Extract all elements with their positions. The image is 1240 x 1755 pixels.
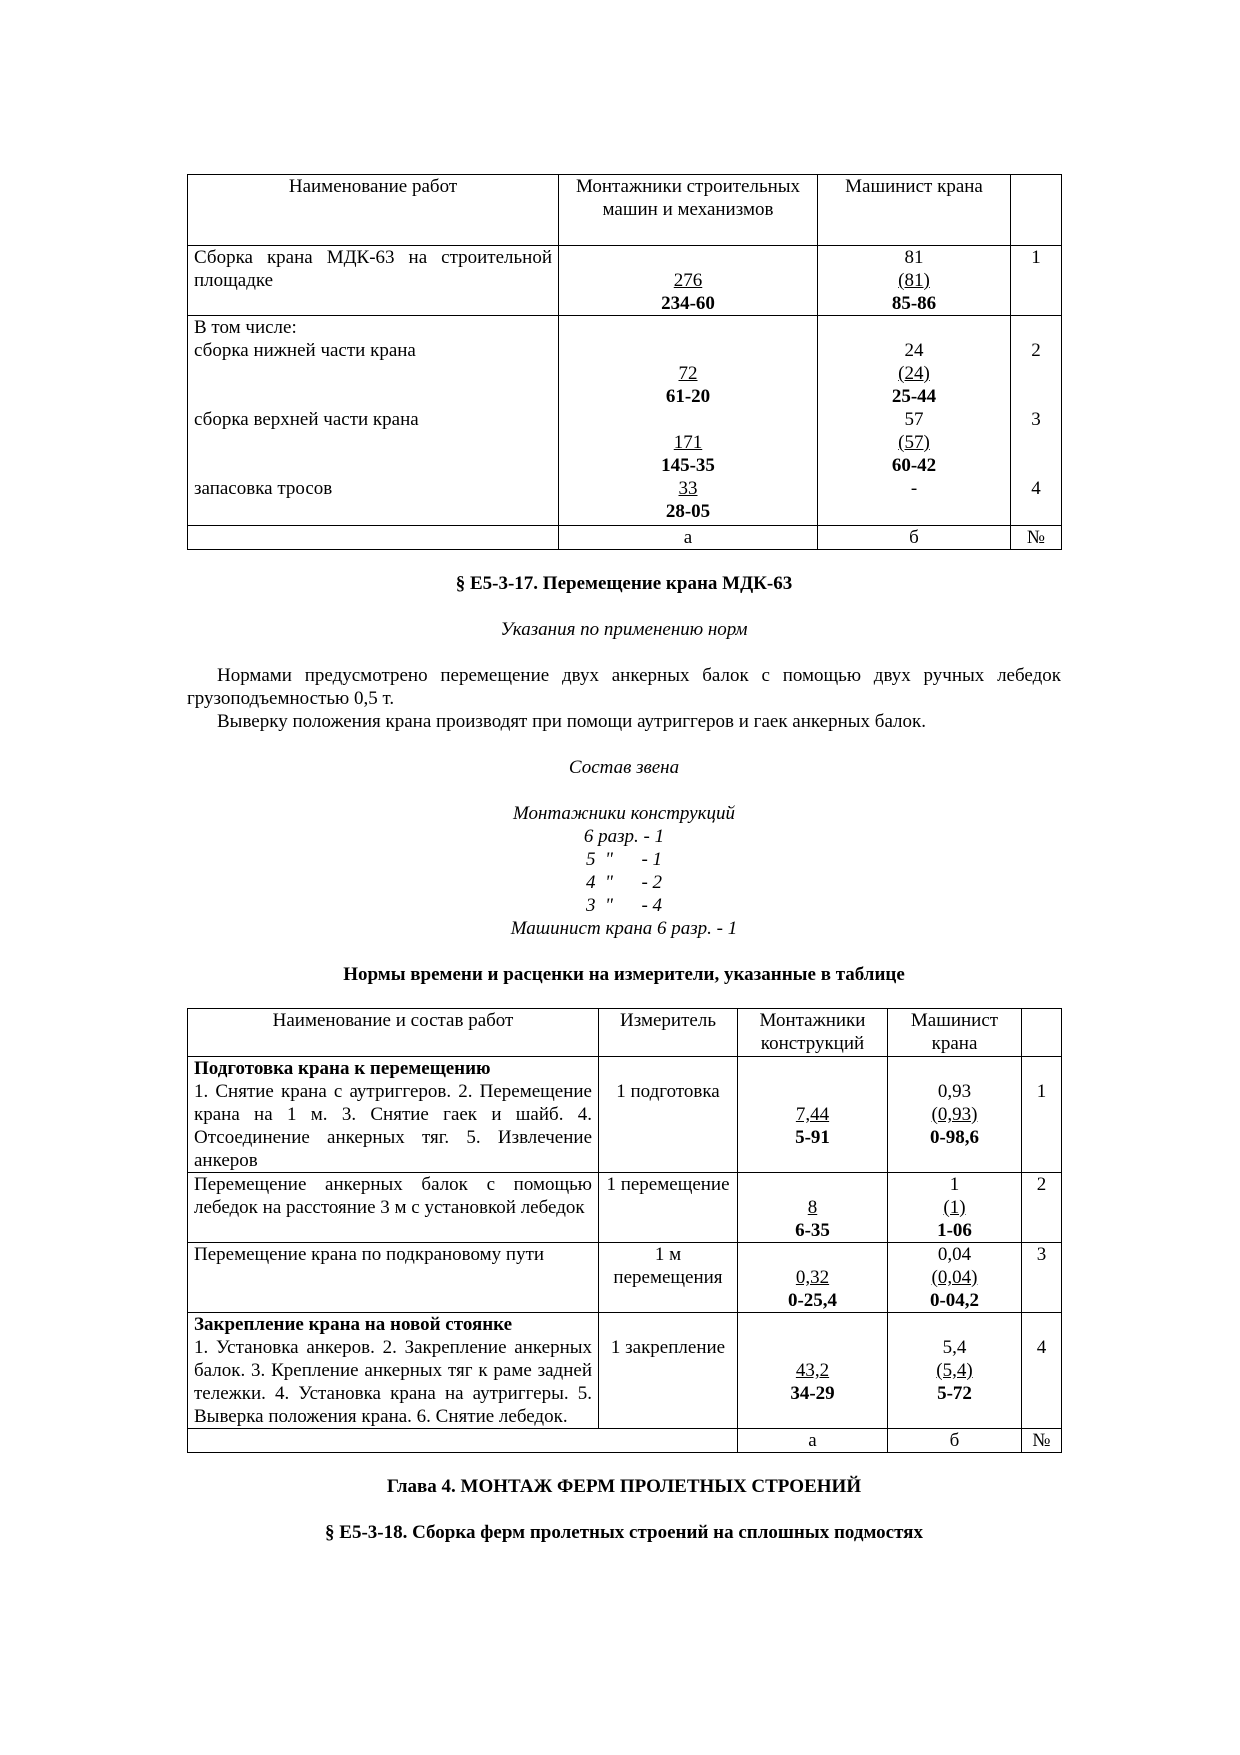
operator-hours: 81 xyxy=(904,247,924,268)
work-title: Подготовка крана к перемещению xyxy=(194,1058,491,1079)
crew-line: 3 " - 4 xyxy=(585,895,663,916)
footer-col-a: а xyxy=(559,526,818,550)
rate-value: 34-29 xyxy=(790,1383,835,1404)
rate-value: 5-72 xyxy=(937,1383,972,1404)
header-unit: Измеритель xyxy=(599,1009,738,1057)
operator-values-group xyxy=(818,316,1011,526)
table-row xyxy=(188,1243,1062,1313)
section-title: § Е5-3-18. Сборка ферм пролетных строений на сплошных подмостях xyxy=(325,1522,923,1543)
crew-line: 4 " - 2 xyxy=(585,872,663,893)
norm-value: 276 xyxy=(673,270,703,291)
crew-title: Состав звена xyxy=(568,757,680,778)
crane-moving-table xyxy=(187,1008,1062,1453)
crew-composition xyxy=(187,802,1061,940)
work-name: запасовка тросов xyxy=(194,478,333,499)
unit-value: 1 м перемещения xyxy=(599,1243,738,1313)
footer-col-num: № xyxy=(1022,1429,1062,1453)
row-number: 1 xyxy=(1011,246,1062,316)
norm-value: (57) xyxy=(898,432,930,453)
norm-value: (24) xyxy=(898,363,930,384)
rate-value: 1-06 xyxy=(937,1220,972,1241)
row-number-value: 1 xyxy=(1036,1081,1047,1102)
work-description xyxy=(188,1057,599,1173)
norm-value: (0,93) xyxy=(931,1104,978,1125)
rate-value: 6-35 xyxy=(795,1220,830,1241)
instructions-paragraph: Выверку положения крана производят при помощи аутриггеров и гаек анкерных балок. xyxy=(217,711,927,732)
group-label: В том числе: xyxy=(194,317,297,338)
row-number: 2 xyxy=(1031,340,1041,361)
norm-value: 171 xyxy=(673,432,703,453)
rate-value: 0-04,2 xyxy=(929,1290,980,1311)
table-header-row xyxy=(188,175,1062,246)
crane-assembly-table xyxy=(187,174,1062,550)
table-footer-row xyxy=(188,526,1062,550)
row-number: 3 xyxy=(1022,1243,1062,1313)
norm-value: (1) xyxy=(943,1197,966,1218)
chapter-title: Глава 4. МОНТАЖ ФЕРМ ПРОЛЕТНЫХ СТРОЕНИЙ xyxy=(386,1476,862,1497)
operator-hours: 0,93 xyxy=(937,1081,972,1102)
work-title: Закрепление крана на новой стоянке xyxy=(194,1314,513,1335)
norm-value: (5,4) xyxy=(936,1360,973,1381)
row-number-value: 4 xyxy=(1036,1337,1047,1358)
norm-value: 8 xyxy=(807,1197,818,1218)
work-name: сборка верхней части крана xyxy=(194,409,419,430)
footer-empty xyxy=(188,1429,738,1453)
crew-line: Монтажники конструкций xyxy=(513,803,735,824)
work-names-group xyxy=(188,316,559,526)
installers-value xyxy=(738,1173,888,1243)
unit-label: 1 подготовка xyxy=(616,1081,720,1102)
installers-value xyxy=(559,246,818,316)
footer-col-a: а xyxy=(738,1429,888,1453)
installers-value xyxy=(738,1313,888,1429)
norm-value: 7,44 xyxy=(795,1104,830,1125)
footer-empty xyxy=(188,526,559,550)
row-number xyxy=(1022,1313,1062,1429)
work-description: Перемещение крана по подкрановому пути xyxy=(188,1243,599,1313)
header-crane-operator: Машинист крана xyxy=(818,175,1011,246)
rate-value: 60-42 xyxy=(891,455,937,476)
work-steps: 1. Установка анкеров. 2. Закрепление анкерных балок. 3. Крепление анкерных тяг к раме задней тележки. 4. Установка крана на аутриггеры. 5. Выверка положения крана. 6. Снятие лебедок. xyxy=(194,1337,592,1427)
header-crane-operator: Машинист крана xyxy=(888,1009,1022,1057)
norm-value: 43,2 xyxy=(795,1360,830,1381)
operator-hours: 1 xyxy=(949,1174,960,1195)
table-row xyxy=(188,1057,1062,1173)
header-work-composition: Наименование и состав работ xyxy=(188,1009,599,1057)
norm-value: 33 xyxy=(678,478,698,499)
rate-value: 145-35 xyxy=(661,455,715,476)
row-number: 2 xyxy=(1022,1173,1062,1243)
work-description: Перемещение анкерных балок с помощью лебедок на расстояние 3 м с установкой лебедок xyxy=(188,1173,599,1243)
operator-value-dash: - xyxy=(910,478,918,499)
header-work-name: Наименование работ xyxy=(188,175,559,246)
work-steps: 1. Снятие крана с аутриггеров. 2. Перемещение крана на 1 м. 3. Снятие гаек и шайб. 4. Отсоединение анкерных тяг. 5. Извлечение анкеров xyxy=(194,1081,592,1171)
header-number xyxy=(1011,175,1062,246)
table-row-group xyxy=(188,316,1062,526)
footer-col-num: № xyxy=(1011,526,1062,550)
norm-value: (81) xyxy=(898,270,930,291)
installers-values-group xyxy=(559,316,818,526)
norms-title: Нормы времени и расценки на измерители, указанные в таблице xyxy=(343,964,905,985)
operator-value xyxy=(888,1057,1022,1173)
rate-value: 25-44 xyxy=(891,386,937,407)
rate-value: 0-25,4 xyxy=(787,1290,838,1311)
row-number: 3 xyxy=(1031,409,1041,430)
rate-value: 28-05 xyxy=(665,501,711,522)
header-installers: Монтажники конструкций xyxy=(738,1009,888,1057)
row-numbers-group xyxy=(1011,316,1062,526)
work-name: сборка нижней части крана xyxy=(194,340,416,361)
rate-value: 234-60 xyxy=(661,293,715,314)
table-row xyxy=(188,1313,1062,1429)
crew-line: 5 " - 1 xyxy=(585,849,663,870)
table-row xyxy=(188,1173,1062,1243)
operator-value xyxy=(888,1243,1022,1313)
unit-value xyxy=(599,1057,738,1173)
footer-col-b: б xyxy=(818,526,1011,550)
table-footer-row xyxy=(188,1429,1062,1453)
footer-col-b: б xyxy=(888,1429,1022,1453)
row-number xyxy=(1022,1057,1062,1173)
operator-hours: 24 xyxy=(904,340,924,361)
document-page xyxy=(187,174,1061,1544)
instructions-paragraph: Нормами предусмотрено перемещение двух анкерных балок с помощью двух ручных лебедок грузоподъемностью 0,5 т. xyxy=(187,665,1061,709)
crew-line: 6 разр. - 1 xyxy=(583,826,665,847)
unit-value xyxy=(599,1313,738,1429)
operator-hours: 0,04 xyxy=(937,1244,972,1265)
rate-value: 61-20 xyxy=(665,386,711,407)
unit-label: 1 закрепление xyxy=(610,1337,726,1358)
rate-value: 5-91 xyxy=(795,1127,830,1148)
installers-value xyxy=(738,1057,888,1173)
unit-value: 1 перемещение xyxy=(599,1173,738,1243)
operator-value xyxy=(888,1313,1022,1429)
operator-value xyxy=(888,1173,1022,1243)
table-row xyxy=(188,246,1062,316)
instructions-title: Указания по применению норм xyxy=(500,619,748,640)
rate-value: 85-86 xyxy=(891,293,937,314)
rate-value: 0-98,6 xyxy=(929,1127,980,1148)
operator-value xyxy=(818,246,1011,316)
operator-hours: 57 xyxy=(904,409,924,430)
work-name: Сборка крана МДК-63 на строительной площадке xyxy=(188,246,559,316)
table-header-row xyxy=(188,1009,1062,1057)
operator-hours: 5,4 xyxy=(942,1337,967,1358)
norm-value: (0,04) xyxy=(931,1267,978,1288)
section-title: § Е5-3-17. Перемещение крана МДК-63 xyxy=(455,573,793,594)
work-description xyxy=(188,1313,599,1429)
row-number: 4 xyxy=(1031,478,1041,499)
norm-value: 72 xyxy=(678,363,698,384)
header-number xyxy=(1022,1009,1062,1057)
header-installers: Монтажники строительных машин и механизмов xyxy=(559,175,818,246)
installers-value xyxy=(738,1243,888,1313)
norm-value: 0,32 xyxy=(795,1267,830,1288)
crew-line: Машинист крана 6 разр. - 1 xyxy=(510,918,738,939)
